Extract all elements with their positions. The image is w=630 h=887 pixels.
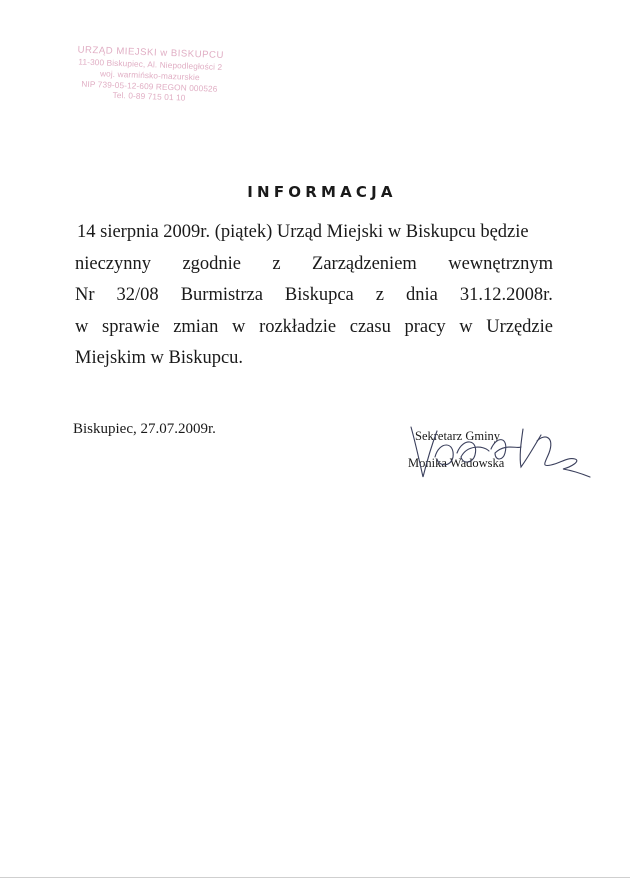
stamp-line: 11-300 Biskupiec, Al. Niepodległości 2 bbox=[78, 56, 223, 73]
body-word: sprawie bbox=[102, 316, 160, 337]
body-word: Nr bbox=[75, 285, 95, 305]
body-word: 31.12.2008r. bbox=[459, 285, 553, 305]
body-line-5: Miejskim w Biskupcu. bbox=[75, 348, 244, 368]
stamp-line: woj. warmińsko-mazurskie bbox=[99, 68, 200, 82]
body-word: Zarządzeniem bbox=[312, 253, 417, 274]
body-line-3 bbox=[75, 280, 553, 312]
body-word: Urzędzie bbox=[486, 316, 553, 337]
office-stamp bbox=[64, 44, 236, 106]
body-word: w bbox=[459, 316, 473, 337]
body-word: Biskupca bbox=[284, 285, 354, 305]
body-line-1: 14 sierpnia 2009r. (piątek) Urząd Miejski w Biskupcu będzie bbox=[77, 222, 529, 242]
place-date: Biskupiec, 27.07.2009r. bbox=[73, 421, 216, 437]
signature-block bbox=[405, 423, 605, 483]
handwritten-signature bbox=[405, 423, 605, 483]
body-word: wewnętrznym bbox=[448, 253, 553, 274]
body-word: w bbox=[75, 316, 89, 337]
body-word: z bbox=[272, 253, 281, 274]
body-word: pracy bbox=[404, 316, 446, 337]
body-word: Burmistrza bbox=[180, 285, 263, 305]
body-word: z bbox=[375, 285, 385, 305]
body-line-4 bbox=[75, 312, 553, 344]
body-word: w bbox=[232, 316, 246, 337]
body-word: rozkładzie bbox=[259, 316, 337, 337]
signatory-title: Sekretarz Gminy bbox=[415, 429, 501, 443]
body-word: 32/08 bbox=[116, 285, 159, 305]
stamp-line: NIP 739-05-12-609 REGON 000526 bbox=[81, 78, 218, 94]
document-body bbox=[75, 217, 553, 375]
body-word: czasu bbox=[349, 316, 391, 337]
body-word: nieczynny bbox=[75, 253, 152, 274]
body-word: dnia bbox=[406, 285, 438, 305]
document-title: INFORMACJA bbox=[247, 183, 397, 201]
stamp-line: URZĄD MIEJSKI w BISKUPCU bbox=[77, 44, 225, 62]
stamp-line: Tel. 0-89 715 01 10 bbox=[112, 90, 186, 104]
body-word: zgodnie bbox=[182, 253, 241, 274]
scan-edge-line bbox=[0, 877, 630, 878]
body-word: zmian bbox=[173, 316, 219, 337]
signatory-name: Monika Wadowska bbox=[408, 456, 505, 470]
body-line-2 bbox=[75, 249, 553, 281]
